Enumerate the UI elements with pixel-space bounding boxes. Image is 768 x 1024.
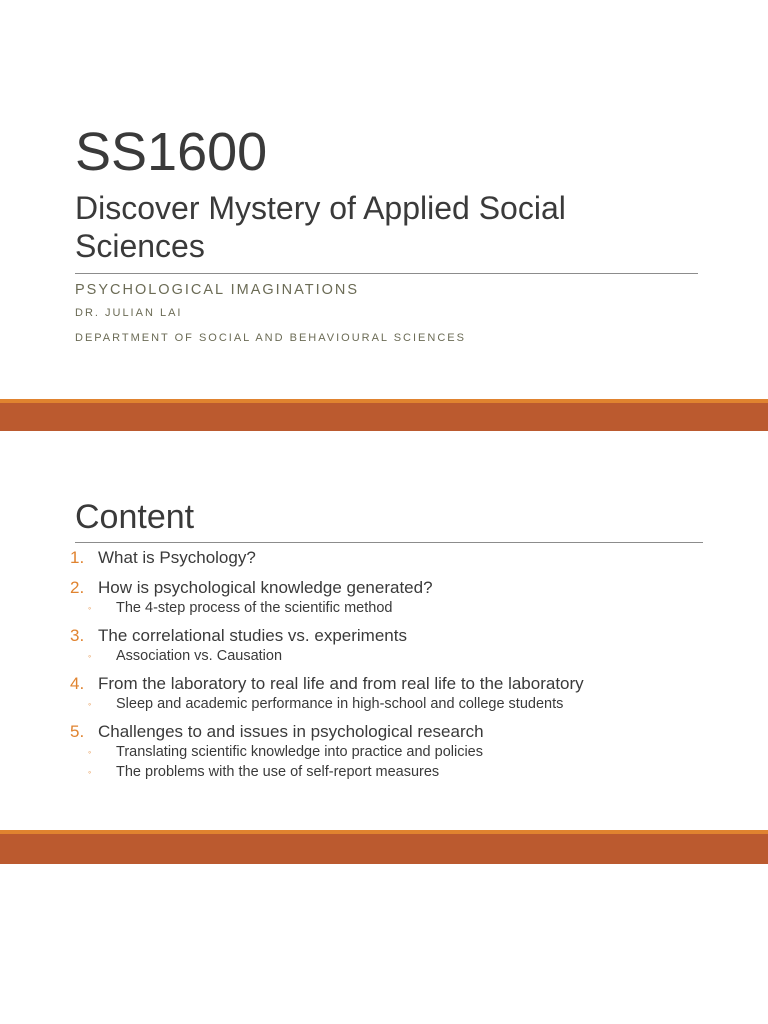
outline-item <box>70 720 760 782</box>
content-divider <box>75 542 703 543</box>
department-name: DEPARTMENT OF SOCIAL AND BEHAVIOURAL SCIENCES <box>75 332 466 344</box>
outline-sub-item-text: Association vs. Causation <box>116 648 283 664</box>
circle-bullet-icon: ◦ <box>88 747 92 757</box>
outline-item-text: What is Psychology? <box>98 548 256 567</box>
outline-item-text: From the laboratory to real life and from real life to the laboratory <box>98 674 584 693</box>
outline-sub-list <box>70 646 760 666</box>
outline-sub-item-text: The problems with the use of self-report measures <box>116 764 440 780</box>
outline-item <box>70 624 760 666</box>
content-outline <box>70 546 760 788</box>
course-title: Discover Mystery of Applied Social Sciences <box>75 190 566 264</box>
outline-item-number: 5. <box>70 722 85 741</box>
outline-item <box>70 576 760 618</box>
outline-sub-list <box>70 694 760 714</box>
outline-sub-item <box>70 742 760 762</box>
outline-sub-item <box>70 694 760 714</box>
outline-item-text: Challenges to and issues in psychological research <box>98 722 484 741</box>
outline-item-text: The correlational studies vs. experiments <box>98 626 407 645</box>
outline-item-text: How is psychological knowledge generated? <box>98 578 433 597</box>
course-code: SS1600 <box>75 122 268 182</box>
content-heading: Content <box>75 498 195 536</box>
outline-sub-item <box>70 598 760 618</box>
outline-sub-list <box>70 742 760 782</box>
outline-sub-item-text: Sleep and academic performance in high-school and college students <box>116 696 564 712</box>
outline-item-number: 3. <box>70 626 85 645</box>
outline-sub-item-text: Translating scientific knowledge into practice and policies <box>116 744 483 760</box>
presenter-name: DR. JULIAN LAI <box>75 307 183 319</box>
circle-bullet-icon: ◦ <box>88 767 92 777</box>
outline-item <box>70 546 760 570</box>
title-divider <box>75 273 698 274</box>
outline-item <box>70 672 760 714</box>
slide-divider-band <box>0 830 768 864</box>
outline-sub-list <box>70 598 760 618</box>
outline-item-number: 1. <box>70 548 85 567</box>
lecture-subtitle: PSYCHOLOGICAL IMAGINATIONS <box>75 282 360 298</box>
circle-bullet-icon: ◦ <box>88 699 92 709</box>
outline-sub-item <box>70 646 760 666</box>
outline-sub-item <box>70 762 760 782</box>
outline-item-number: 4. <box>70 674 85 693</box>
outline-item-number: 2. <box>70 578 85 597</box>
slide-divider-band <box>0 399 768 431</box>
circle-bullet-icon: ◦ <box>88 603 92 613</box>
circle-bullet-icon: ◦ <box>88 651 92 661</box>
outline-sub-item-text: The 4-step process of the scientific method <box>116 600 393 616</box>
